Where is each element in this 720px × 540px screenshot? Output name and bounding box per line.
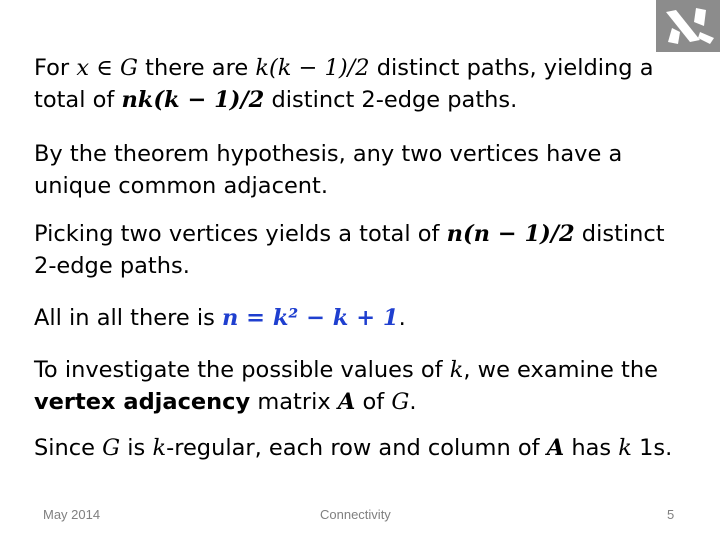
paragraph-line	[34, 354, 658, 386]
text: All in all there is	[34, 305, 222, 331]
footer-date: May 2014	[43, 507, 101, 522]
math-equation-highlighted: n = k² − k + 1	[221, 305, 399, 331]
text: distinct	[574, 221, 665, 247]
text: For	[34, 55, 77, 81]
text: is	[120, 435, 153, 461]
text: of	[355, 389, 392, 415]
math-expression-bold: nk(k − 1)/2	[121, 87, 265, 113]
paragraph-line: 2-edge paths.	[34, 253, 190, 279]
text: there are	[137, 55, 256, 81]
math-expression-bold: n(n − 1)/2	[446, 221, 575, 247]
aleph-logo-icon	[656, 0, 720, 52]
paragraph-regular	[34, 432, 672, 464]
text: matrix	[250, 389, 338, 415]
paragraph-paths-per-vertex	[34, 52, 654, 116]
math-G: G	[119, 55, 138, 81]
paragraph-line	[34, 218, 665, 250]
paragraph-hypothesis	[34, 138, 622, 202]
math-k: k	[449, 357, 464, 383]
math-A: A	[337, 389, 356, 415]
footer-title: Connectivity	[320, 507, 391, 522]
paragraph-line: By the theorem hypothesis, any two vertices have a	[34, 141, 623, 167]
text: To investigate the possible values of	[34, 357, 450, 383]
math-A: A	[546, 435, 565, 461]
paragraph-conclusion	[34, 302, 406, 334]
text: , we examine the	[463, 357, 658, 383]
text: distinct 2-edge paths.	[264, 87, 518, 113]
math-k: k	[618, 435, 632, 461]
bold-term: vertex adjacency	[34, 389, 251, 415]
text: .	[409, 389, 417, 415]
math-k: k	[152, 435, 167, 461]
paragraph-line	[34, 52, 654, 84]
paragraph-line: unique common adjacent.	[34, 173, 329, 199]
slide-number: 5	[667, 507, 675, 522]
paragraph-line	[34, 84, 654, 116]
paragraph-investigate	[34, 354, 658, 418]
math-in: ∈	[89, 55, 120, 81]
text: total of	[34, 87, 122, 113]
math-x: x	[76, 55, 90, 81]
text: has	[564, 435, 619, 461]
text: Picking two vertices yields a total of	[34, 221, 447, 247]
math-G: G	[391, 389, 410, 415]
paragraph-pairs	[34, 218, 665, 282]
text: -regular, each row and column of	[166, 435, 547, 461]
logo	[656, 0, 720, 52]
text: .	[398, 305, 406, 331]
text: 1s.	[631, 435, 673, 461]
text: distinct paths, yielding a	[369, 55, 654, 81]
math-expression: k(k − 1)/2	[255, 55, 370, 81]
paragraph-line	[34, 386, 658, 418]
math-G: G	[102, 435, 121, 461]
text: Since	[34, 435, 103, 461]
